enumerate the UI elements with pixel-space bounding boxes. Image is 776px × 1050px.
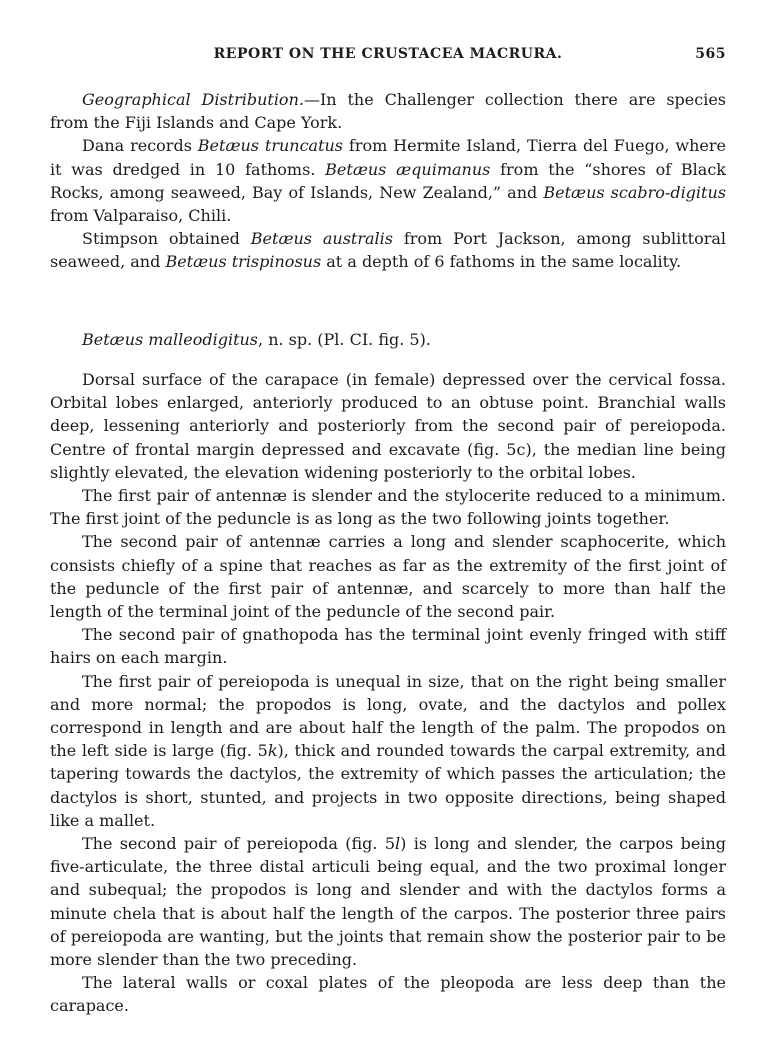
paragraph [50, 88, 726, 134]
paragraph: The second pair of gnathopoda has the terminal joint evenly fringed with stiff hairs on each margin. [50, 625, 726, 668]
paragraph [50, 832, 726, 971]
species-description [50, 368, 726, 1018]
species-heading [50, 328, 726, 351]
text-run: Dana records [82, 136, 198, 156]
species-name: Betæus truncatus [197, 136, 344, 156]
text-run: from Valparaiso, Chili. [50, 206, 232, 226]
text-run: The first pair of pereiopoda is unequal in size, that on the right being smaller and more normal; the propodos is long, ovate, and the dactylos and pollex correspond in length and are about half the length of the palm. The propodos on the left side is large (fig. 5 [50, 671, 726, 761]
figure-letter: k [267, 741, 278, 761]
page-number: 565 [695, 46, 726, 62]
text-run: ), the median line being slightly elevated, the elevation widening posteriorly to the orbital lobes. [50, 439, 726, 482]
text-run: from Hermite Island, Tierra del Fuego, where it was dredged in 10 fathoms. [50, 136, 726, 179]
paragraph [50, 227, 726, 273]
paragraph [50, 670, 726, 832]
species-name: Betæus æquimanus [325, 159, 491, 179]
figure-letter: c [516, 439, 526, 459]
species-name: Betæus trispinosus [165, 252, 322, 272]
paragraph: The second pair of antennæ carries a long and slender scaphocerite, which consists chiefly of a spine that reaches as far as the extremity of the first joint of the peduncle of the first pair of antennæ, and scarcely to more than half the length of the terminal joint of the peduncle of the second pair. [50, 532, 726, 622]
species-name: Betæus scabro-digitus [543, 182, 726, 202]
text-run: The second pair of pereiopoda (fig. 5 [82, 834, 396, 854]
running-title: REPORT ON THE CRUSTACEA MACRURA. [213, 46, 563, 62]
text-run: at a depth of 6 fathoms in the same locality. [321, 252, 682, 272]
species-reference: , n. sp. (Pl. CI. fig. 5). [258, 330, 431, 349]
distribution-section [50, 88, 726, 274]
species-name: Betæus malleodigitus [82, 330, 259, 349]
text-run: Stimpson obtained [82, 229, 251, 249]
paragraph [50, 134, 726, 227]
text-run: Dorsal surface of the carapace (in female) depressed over the cervical fossa. Orbital lobes enlarged, anteriorly produced to an obtuse point. Branchial walls deep, lessening anteriorly and posteriorly from the second pair of pereiopoda. Centre of frontal margin depressed and excavate (fig. 5 [50, 370, 726, 459]
section-label: Geographical Distribution. [82, 90, 304, 109]
text-run: ), thick and rounded towards the carpal extremity, and tapering towards the dactylos, the extremity of which passes the articulation; the dactylos is short, stunted, and projects in two opposite directions, being shaped like a mallet. [50, 741, 726, 830]
text-run: from Port Jackson, among sublittoral seaweed, and [50, 229, 727, 272]
paragraph [50, 368, 726, 484]
paragraph: The first pair of antennæ is slender and the stylocerite reduced to a minimum. The first joint of the peduncle is as long as the two following joints together. [50, 486, 726, 529]
figure-letter: l [395, 834, 401, 854]
species-title [50, 328, 726, 351]
text-run: ) is long and slender, the carpos being five-articulate, the three distal articuli being equal, and the two proximal longer and subequal; the propodos is long and slender and with the dactylos forms a minute chela that is about half the length of the carpos. The posterior three pairs of pereiopoda are wanting, but the joints that remain show the posterior pair to be more slender than the two preceding. [50, 834, 727, 970]
paragraph: The lateral walls or coxal plates of the pleopoda are less deep than the carapace. [50, 973, 726, 1016]
species-name: Betæus australis [250, 229, 393, 249]
paragraph-text: —In the Challenger collection there are species from the Fiji Islands and Cape York. [50, 90, 726, 133]
text-run: from the “shores of Black Rocks, among seaweed, Bay of Islands, New Zealand,” and [50, 159, 726, 202]
